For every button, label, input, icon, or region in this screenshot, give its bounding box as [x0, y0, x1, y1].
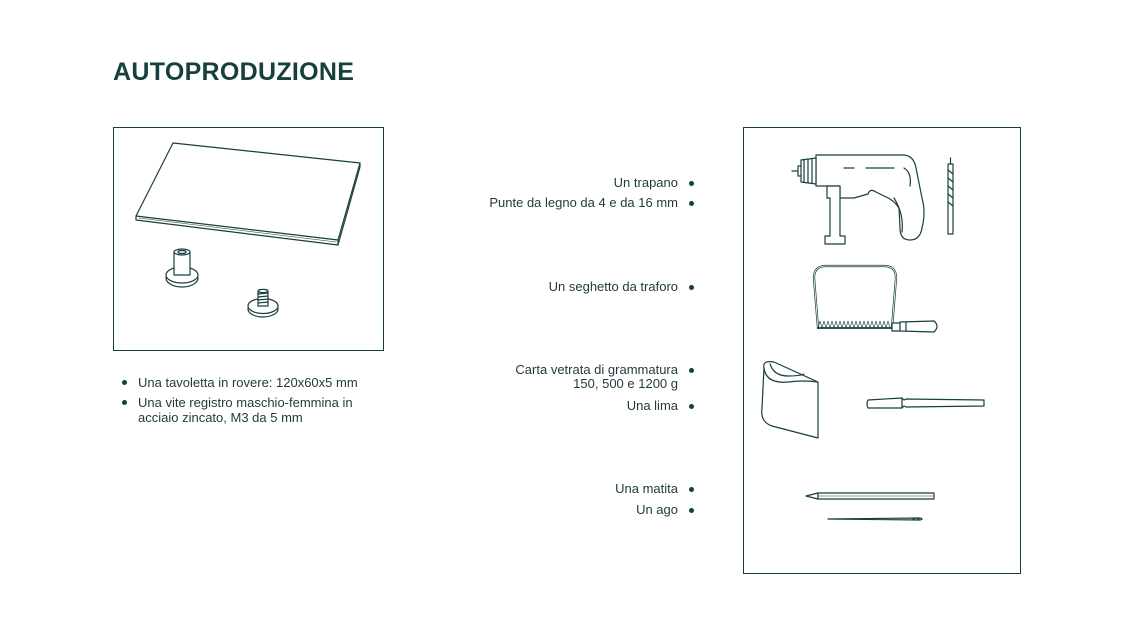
- tools-illustration-box: [743, 127, 1021, 574]
- tool-item-needle: Un ago: [636, 503, 694, 517]
- page-title: AUTOPRODUZIONE: [113, 58, 355, 86]
- materials-list-item: Una tavoletta in rovere: 120x60x5 mm: [122, 375, 384, 390]
- sandpaper-icon: [762, 362, 818, 438]
- materials-illustration: [114, 128, 385, 352]
- materials-list: [122, 375, 384, 430]
- tool-item-sandpaper: Carta vetrata di grammatura 150, 500 e 1200 g: [488, 363, 694, 391]
- fretsaw-icon: [814, 266, 937, 332]
- materials-list-item: Una vite registro maschio-femmina in acciaio zincato, M3 da 5 mm: [122, 395, 384, 425]
- tool-item-drill-bits: Punte da legno da 4 e da 16 mm: [489, 196, 694, 210]
- tool-item-fretsaw: Un seghetto da traforo: [549, 280, 694, 294]
- male-screw-icon: [248, 289, 278, 317]
- drill-icon: [792, 155, 953, 244]
- female-screw-icon: [166, 249, 198, 287]
- tool-item-file: Una lima: [627, 399, 694, 413]
- tool-item-drill: Un trapano: [614, 176, 694, 190]
- needle-icon: [828, 518, 922, 520]
- materials-illustration-box: [113, 127, 384, 351]
- tools-illustration: [744, 128, 1022, 575]
- file-tool-icon: [867, 398, 984, 408]
- pencil-icon: [806, 493, 934, 499]
- tool-item-pencil: Una matita: [615, 482, 694, 496]
- oak-board-icon: [136, 143, 360, 245]
